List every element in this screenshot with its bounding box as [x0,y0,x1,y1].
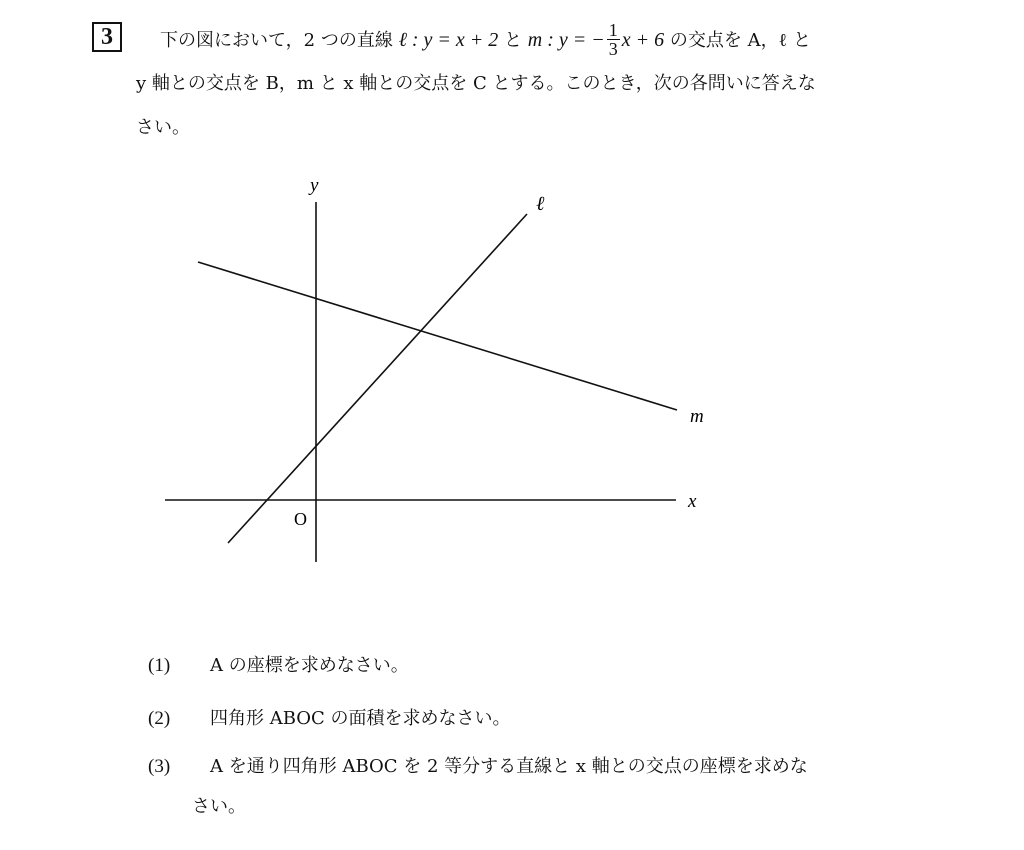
question-1 [148,651,409,677]
line-l-equation: ℓ : y = x + 2 [398,29,499,51]
y-axis-label: y [310,175,319,196]
line-l [228,214,527,543]
question-text-continued: さい。 [192,796,246,817]
question-text: A の座標を求めなさい。 [210,655,409,676]
question-2 [148,704,511,730]
statement-text: の交点を A，ℓ と [669,30,811,51]
problem-number: 3 [92,22,122,52]
question-text: 四角形 ABOC の面積を求めなさい。 [210,708,511,729]
line-m-equation-suffix: x + 6 [621,29,665,51]
origin-label: O [294,509,307,529]
line-m [198,262,677,410]
statement-line-2: y 軸との交点を B，m と x 軸との交点を C とする。このとき，次の各問いに答えな [136,73,816,94]
line-m-equation-prefix: m : y = − [527,29,605,51]
question-number: (3) [148,756,171,777]
statement-line-3: さい。 [136,117,190,138]
line-l-label: ℓ [536,193,545,215]
question-number: (2) [148,708,171,729]
question-number: (1) [148,655,171,676]
line-m-label: m [690,406,704,427]
statement-text: と [504,30,523,51]
x-axis-label: x [688,491,697,512]
question-text: A を通り四角形 ABOC を 2 等分する直線と x 軸との交点の座標を求めな [210,756,808,777]
fraction-denominator: 3 [608,38,618,59]
fraction-numerator: 1 [608,19,618,40]
question-3 [148,752,808,818]
statement-text: 下の図において，2 つの直線 [160,30,393,51]
